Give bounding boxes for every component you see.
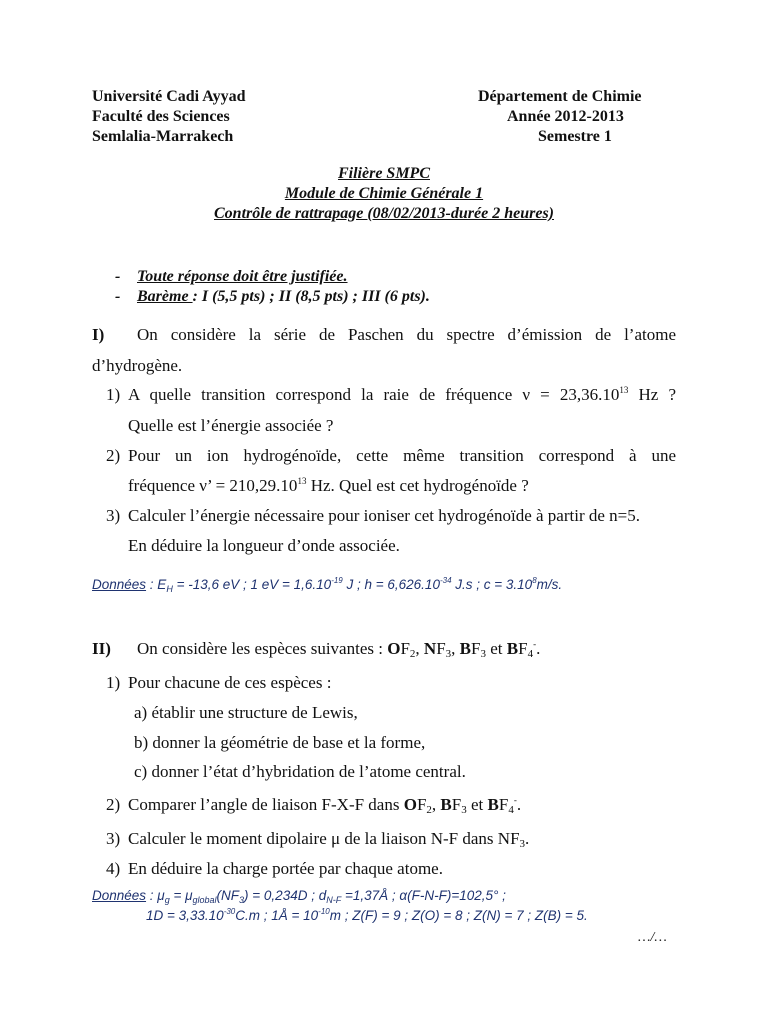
instruction-bareme: - Barème : I (5,5 pts) ; II (8,5 pts) ; III (6 pts).	[115, 288, 430, 305]
instruction-justify: - Toute réponse doit être justifiée.	[115, 268, 348, 285]
part2-q3: 3) Calculer le moment dipolaire μ de la liaison N-F dans $NF_3$.	[106, 829, 530, 850]
title-exam: Contrôle de rattrapage (08/02/2013-durée 2 heures)	[214, 205, 554, 222]
part1-q2: 2) Pour un ion hydrogénoïde, cette même transition correspond à une	[106, 446, 676, 465]
part1-label: I)	[92, 325, 105, 344]
species-list: $OF_2$, $NF_3$, $BF_3$ et $BF_4^-$.	[387, 639, 541, 660]
part1-q3: 3) Calculer l’énergie nécessaire pour ioniser cet hydrogénoïde à partir de n=5.	[106, 506, 640, 525]
semester: Semestre 1	[538, 128, 612, 145]
part2-qb: b) donner la géométrie de base et la forme,	[134, 733, 426, 752]
campus-name: Semlalia-Marrakech	[92, 128, 234, 145]
university-block	[92, 87, 245, 147]
part2-q2: 2) Comparer l’angle de liaison F-X-F dans $OF_2$, $BF_3$ et $BF_4^-$.	[106, 795, 522, 816]
part2-q1: 1) Pour chacune de ces espèces :	[106, 673, 332, 692]
part2-label: II)	[92, 639, 111, 658]
part1-intro: I) On considère la série de Paschen du spectre d’émission de l’atome	[92, 325, 676, 344]
part2-data-line1: Données : $\mu_g = \mu_{global}(NF_3) = 0,234D$ ; $d_{N-F}$ =1,37Å ; α(F-N-F)=102,5° ;	[92, 888, 506, 905]
part2-qc: c) donner l’état d’hybridation de l’atome central.	[134, 762, 466, 781]
part2-intro: II) On considère les espèces suivantes : $OF_2$, $NF_3$, $BF_3$ et $BF_4^-$.	[92, 639, 541, 660]
part2-data-line2: $1D = 3,33.10^{-30}C.m$ ; 1Å = $10^{-10}m$ ; Z(F) = 9 ; Z(O) = 8 ; Z(N) = 7 ; Z(B) = 5.	[146, 907, 588, 923]
part1-intro-cont: d’hydrogène.	[92, 356, 183, 375]
faculty-name: Faculté des Sciences	[92, 108, 230, 125]
part2-qa: a) établir une structure de Lewis,	[134, 703, 358, 722]
department-block	[478, 87, 642, 147]
university-name: Université Cadi Ayyad	[92, 88, 246, 105]
continue-marker: …/…	[638, 930, 667, 945]
academic-year: Année 2012-2013	[507, 108, 624, 125]
part1-q3-cont: En déduire la longueur d’onde associée.	[128, 536, 400, 555]
department-name: Département de Chimie	[478, 88, 642, 105]
part1-q1: 1) A quelle transition correspond la raie de fréquence $\nu = 23,36.10^{13}$ Hz ?	[106, 385, 676, 404]
title-filiere: Filière SMPC	[337, 165, 430, 182]
part1-q1-cont: Quelle est l’énergie associée ?	[128, 416, 334, 435]
part2-q4: 4) En déduire la charge portée par chaque atome.	[106, 859, 443, 878]
title-module: Module de Chimie Générale 1	[284, 185, 484, 202]
part1-data: Données : $E_H = -13,6$ eV ; 1 eV = $1,6.10^{-19}$ J ; $h = 6,626.10^{-34}$ J.s ; $c = 3.10^8m/s$.	[92, 576, 563, 594]
part1-q2-cont: fréquence ν’ = $210,29.10^{13}$ Hz. Quel est cet hydrogénoïde ?	[128, 476, 529, 495]
